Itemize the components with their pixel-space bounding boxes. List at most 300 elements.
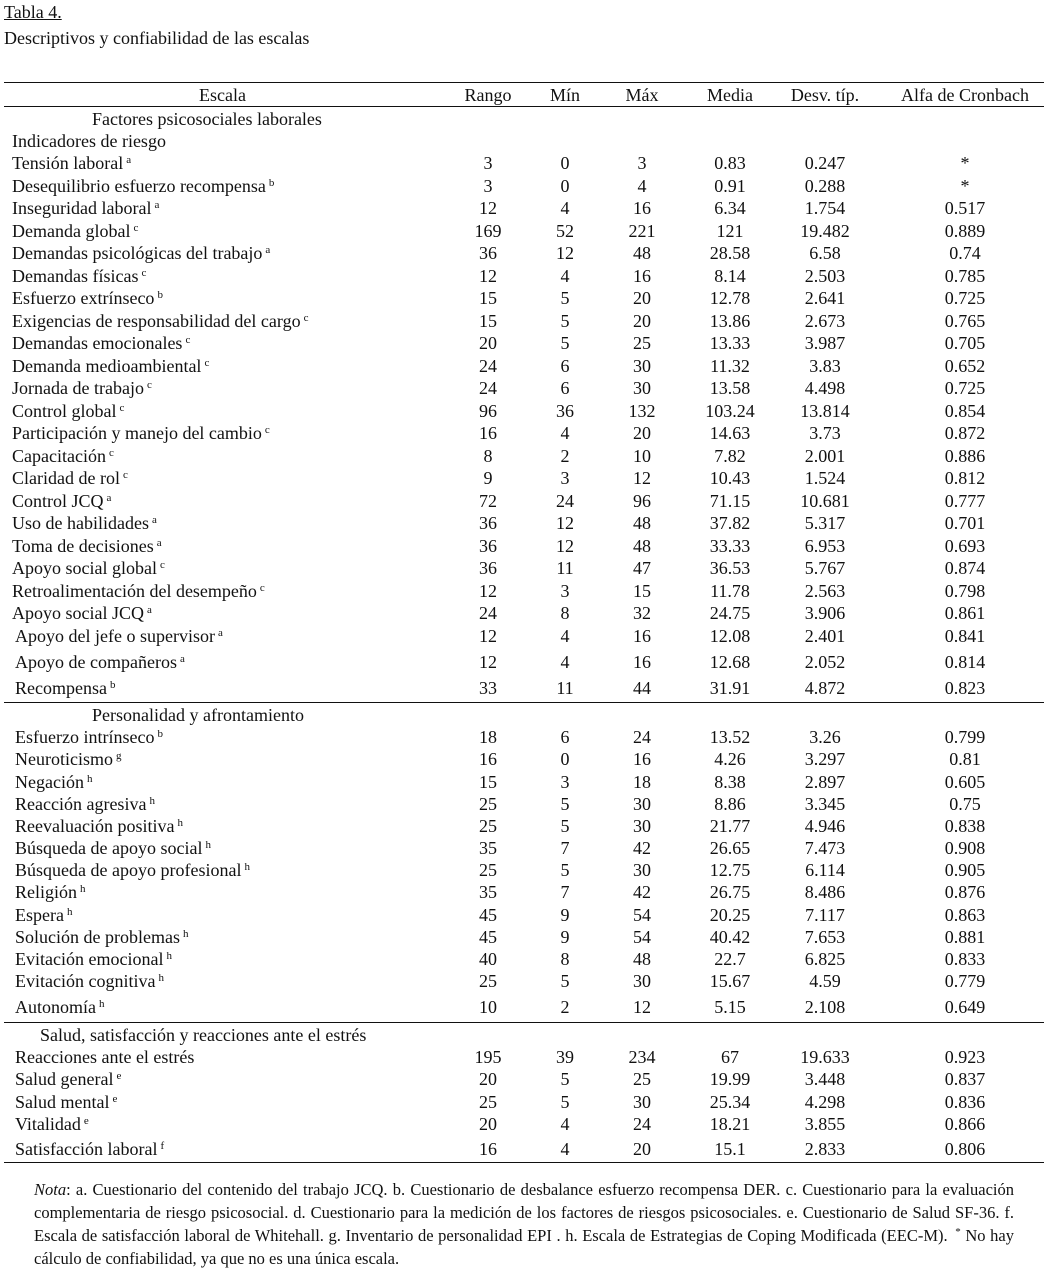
cell-mean: 6.34 <box>714 198 746 218</box>
cell-sd: 19.633 <box>800 1047 850 1067</box>
scale-label: Evitación cognitiva <box>15 971 156 991</box>
cell-min: 4 <box>560 1114 570 1134</box>
cell-mean: 13.52 <box>709 727 751 747</box>
scale-label: Exigencias de responsabilidad del cargo <box>12 311 301 331</box>
cell-sd: 6.114 <box>805 860 845 880</box>
cell-range: 24 <box>479 603 497 623</box>
cell-range: 72 <box>479 491 497 511</box>
cell-sd: 4.946 <box>804 816 846 836</box>
cell-mean: 4.26 <box>714 749 746 769</box>
scale-name <box>12 445 114 467</box>
cell-sd: 0.288 <box>804 176 846 196</box>
cell-min: 3 <box>560 772 570 792</box>
scale-name <box>15 1068 121 1090</box>
cell-sd: 7.117 <box>805 905 845 925</box>
cell-sd: 3.26 <box>809 727 841 747</box>
scale-name <box>15 859 250 881</box>
scale-label: Salud general <box>15 1069 114 1089</box>
cell-mean: 33.33 <box>709 536 751 556</box>
table-row <box>0 651 1063 673</box>
footnote-marker: c <box>146 379 152 391</box>
table-row <box>0 580 1063 602</box>
table-row <box>0 793 1063 815</box>
cell-sd: 2.401 <box>804 626 846 646</box>
footnote-marker: a <box>147 604 152 616</box>
table-row <box>0 996 1063 1018</box>
cell-alpha: 0.765 <box>944 311 986 331</box>
scale-name <box>12 535 162 557</box>
footnote-marker: b <box>268 177 275 189</box>
footnote-marker: c <box>264 424 270 436</box>
footnote-marker: h <box>244 861 250 873</box>
cell-sd: 7.653 <box>804 927 846 947</box>
table-row <box>0 1113 1063 1135</box>
table-row <box>0 197 1063 219</box>
cell-mean: 11.32 <box>710 356 750 376</box>
scale-name <box>12 310 308 332</box>
cell-sd: 10.681 <box>800 491 850 511</box>
cell-alpha: 0.517 <box>944 198 986 218</box>
header-sd: Desv. típ. <box>790 85 860 105</box>
cell-sd: 6.58 <box>809 243 841 263</box>
table-row <box>0 677 1063 699</box>
cell-min: 6 <box>560 727 570 747</box>
table-label: Tabla 4. <box>4 2 62 22</box>
cell-sd: 2.641 <box>804 288 846 308</box>
cell-sd: 3.297 <box>804 749 846 769</box>
cell-min: 9 <box>560 905 570 925</box>
table-row <box>0 287 1063 309</box>
scale-name <box>12 175 274 197</box>
header-alpha: Alfa de Cronbach <box>901 85 1029 105</box>
scale-label: Participación y manejo del cambio <box>12 423 262 443</box>
cell-mean: 26.75 <box>709 882 751 902</box>
cell-max: 30 <box>633 356 651 376</box>
cell-max: 54 <box>633 927 651 947</box>
footnote-marker: c <box>133 222 139 234</box>
footnote-marker: f <box>160 1140 165 1152</box>
cell-min: 4 <box>560 1139 570 1159</box>
scale-name <box>15 1046 194 1068</box>
cell-alpha: 0.725 <box>944 378 986 398</box>
footnote-marker: h <box>149 795 155 807</box>
scale-label: Religión <box>15 882 77 902</box>
cell-alpha: 0.701 <box>944 513 986 533</box>
cell-sd: 0.247 <box>804 153 846 173</box>
table-row <box>0 748 1063 770</box>
scale-label: Tensión laboral <box>12 153 124 173</box>
cell-range: 20 <box>479 1114 497 1134</box>
cell-min: 5 <box>560 794 570 814</box>
section-row <box>0 108 1063 130</box>
cell-range: 24 <box>479 378 497 398</box>
scale-name <box>12 287 163 309</box>
cell-min: 7 <box>560 838 570 858</box>
footnote-marker: g <box>115 750 122 762</box>
cell-sd: 4.59 <box>809 971 841 991</box>
scale-name <box>12 400 124 422</box>
cell-alpha: 0.81 <box>949 749 981 769</box>
footnote-marker: c <box>141 267 147 279</box>
table-row <box>0 512 1063 534</box>
table-row <box>0 400 1063 422</box>
table-note <box>34 1178 1014 1270</box>
table-row <box>0 490 1063 512</box>
cell-sd: 13.814 <box>800 401 850 421</box>
cell-mean: 20.25 <box>709 905 751 925</box>
note-lead: Nota <box>34 1180 67 1199</box>
cell-max: 16 <box>633 652 651 672</box>
table-row <box>0 422 1063 444</box>
header-min: Mín <box>549 85 580 105</box>
cell-alpha: 0.863 <box>944 905 986 925</box>
cell-min: 3 <box>560 581 570 601</box>
cell-sd: 2.897 <box>804 772 846 792</box>
cell-min: 36 <box>556 401 574 421</box>
cell-range: 25 <box>479 860 497 880</box>
footnote-marker: h <box>86 773 93 785</box>
scale-label: Apoyo social JCQ <box>12 603 144 623</box>
cell-max: 16 <box>633 266 651 286</box>
cell-mean: 26.65 <box>709 838 751 858</box>
table-row <box>0 904 1063 926</box>
cell-range: 16 <box>479 423 497 443</box>
cell-max: 42 <box>633 882 651 902</box>
table-row <box>0 1046 1063 1068</box>
cell-sd: 6.953 <box>804 536 846 556</box>
footnote-marker: a <box>106 492 112 504</box>
cell-range: 195 <box>474 1047 502 1067</box>
cell-min: 5 <box>560 816 570 836</box>
cell-min: 5 <box>560 1092 570 1112</box>
scale-label: Reevaluación positiva <box>15 816 175 836</box>
cell-max: 4 <box>637 176 647 196</box>
table-row <box>0 377 1063 399</box>
scale-label: Apoyo social global <box>12 558 157 578</box>
cell-range: 36 <box>479 513 497 533</box>
scale-label: Inseguridad laboral <box>12 198 152 218</box>
scale-label: Búsqueda de apoyo social <box>15 838 203 858</box>
cell-alpha: 0.74 <box>949 243 981 263</box>
cell-range: 12 <box>479 652 497 672</box>
footnote-marker: a <box>151 514 157 526</box>
footnote-marker: a <box>265 244 271 256</box>
cell-mean: 67 <box>721 1047 739 1067</box>
scale-name <box>15 793 155 815</box>
scale-name <box>12 332 190 354</box>
cell-range: 18 <box>479 727 497 747</box>
scale-label: Demandas físicas <box>12 266 139 286</box>
cell-sd: 2.833 <box>804 1139 846 1159</box>
scale-name <box>15 1138 164 1160</box>
cell-min: 2 <box>560 997 570 1017</box>
scale-label: Salud mental <box>15 1092 110 1112</box>
cell-sd: 5.767 <box>804 558 846 578</box>
scale-name <box>12 602 152 624</box>
cell-mean: 21.77 <box>709 816 751 836</box>
scale-label: Vitalidad <box>15 1114 81 1134</box>
table-row <box>0 970 1063 992</box>
cell-range: 45 <box>479 927 497 947</box>
scale-label: Autonomía <box>15 997 96 1017</box>
cell-range: 25 <box>479 971 497 991</box>
cell-min: 5 <box>560 971 570 991</box>
section-rule <box>4 702 1044 703</box>
cell-mean: 8.14 <box>714 266 746 286</box>
cell-max: 32 <box>633 603 651 623</box>
section-row <box>0 704 1063 726</box>
cell-mean: 11.78 <box>710 581 750 601</box>
header-max: Máx <box>625 85 659 105</box>
cell-max: 30 <box>633 1092 651 1112</box>
cell-max: 12 <box>633 468 651 488</box>
cell-sd: 5.317 <box>804 513 846 533</box>
scale-name <box>15 970 164 992</box>
cell-alpha: 0.872 <box>944 423 986 443</box>
section-label: Personalidad y afrontamiento <box>92 705 304 725</box>
scale-name <box>12 580 265 602</box>
cell-min: 4 <box>560 626 570 646</box>
cell-min: 4 <box>560 198 570 218</box>
cell-alpha: 0.785 <box>944 266 986 286</box>
cell-sd: 3.345 <box>804 794 846 814</box>
footnote-marker: b <box>109 679 116 691</box>
footnote-marker: h <box>80 883 86 895</box>
cell-max: 25 <box>633 333 651 353</box>
section-row <box>0 1024 1063 1046</box>
note-asterisk: * <box>955 1226 961 1238</box>
cell-max: 30 <box>633 378 651 398</box>
header-mean: Media <box>707 85 753 105</box>
footnote-marker: b <box>157 289 163 301</box>
cell-range: 12 <box>479 266 497 286</box>
table-row <box>0 175 1063 197</box>
cell-alpha: 0.837 <box>944 1069 986 1089</box>
scale-name <box>15 837 211 859</box>
scale-name <box>15 815 183 837</box>
cell-min: 24 <box>556 491 574 511</box>
table-row <box>0 837 1063 859</box>
footnote-marker: c <box>119 402 125 414</box>
cell-alpha: 0.833 <box>944 949 986 969</box>
footnote-marker: h <box>99 998 105 1010</box>
footnote-marker: a <box>217 627 223 639</box>
table-row <box>0 467 1063 489</box>
cell-alpha: 0.693 <box>944 536 986 556</box>
cell-range: 10 <box>479 997 497 1017</box>
scale-name <box>15 996 105 1018</box>
scale-label: Apoyo de compañeros <box>15 652 177 672</box>
cell-range: 40 <box>479 949 497 969</box>
scale-label: Capacitación <box>12 446 106 466</box>
note-text: : a. Cuestionario del contenido del trabajo JCQ. b. Cuestionario de desbalance esfuerzo recompensa DER. c. Cuestionario para la evaluación complementaria de riesgo psicosocial. d. Cuestionario para la medición de los factores de riesgos psicosociales. e. Cuestionario de Salud SF-36. f. Escala de satisfacción laboral de Whitehall. g. Inventario de personalidad EPI . h. Escala de Estrategias de Coping Modificada (EEC-M). <box>34 1180 1014 1245</box>
cell-range: 25 <box>479 794 497 814</box>
scale-label: Demanda medioambiental <box>12 356 202 376</box>
cell-alpha: 0.861 <box>944 603 986 623</box>
table-row <box>0 859 1063 881</box>
cell-max: 10 <box>633 446 651 466</box>
footnote-marker: b <box>157 728 163 740</box>
cell-sd: 2.001 <box>804 446 846 466</box>
scale-label: Claridad de rol <box>12 468 120 488</box>
cell-min: 2 <box>560 446 570 466</box>
cell-mean: 0.91 <box>714 176 746 196</box>
scale-label: Búsqueda de apoyo profesional <box>15 860 242 880</box>
cell-sd: 4.298 <box>804 1092 846 1112</box>
cell-alpha: 0.652 <box>944 356 986 376</box>
cell-max: 20 <box>633 423 651 443</box>
footnote-marker: c <box>259 582 265 594</box>
scale-name <box>15 748 121 770</box>
table-row <box>0 625 1063 647</box>
footnote-marker: h <box>182 928 189 940</box>
cell-sd: 6.825 <box>804 949 846 969</box>
cell-sd: 2.503 <box>804 266 846 286</box>
cell-max: 132 <box>628 401 656 421</box>
cell-min: 8 <box>560 949 570 969</box>
scale-label: Demandas psicológicas del trabajo <box>12 243 263 263</box>
cell-alpha: 0.605 <box>944 772 986 792</box>
cell-mean: 14.63 <box>709 423 751 443</box>
cell-mean: 22.7 <box>714 949 746 969</box>
cell-min: 5 <box>560 311 570 331</box>
cell-max: 48 <box>633 536 651 556</box>
scale-label: Espera <box>15 905 64 925</box>
cell-mean: 13.86 <box>709 311 751 331</box>
cell-mean: 28.58 <box>709 243 751 263</box>
cell-sd: 3.448 <box>804 1069 846 1089</box>
scale-name <box>12 377 152 399</box>
cell-range: 3 <box>483 176 493 196</box>
cell-mean: 24.75 <box>709 603 751 623</box>
cell-sd: 3.83 <box>809 356 841 376</box>
cell-min: 6 <box>560 356 570 376</box>
cell-alpha: 0.881 <box>944 927 986 947</box>
cell-alpha: 0.823 <box>944 678 986 698</box>
footnote-marker: c <box>108 447 114 459</box>
table-row <box>0 445 1063 467</box>
cell-min: 9 <box>560 927 570 947</box>
cell-range: 35 <box>479 882 497 902</box>
scale-name <box>15 948 172 970</box>
cell-range: 36 <box>479 243 497 263</box>
cell-sd: 1.524 <box>804 468 846 488</box>
footnote-marker: h <box>177 817 183 829</box>
cell-sd: 3.987 <box>804 333 846 353</box>
cell-min: 3 <box>560 468 570 488</box>
cell-max: 20 <box>633 288 651 308</box>
scale-label: Esfuerzo intrínseco <box>15 727 155 747</box>
scale-label: Toma de decisiones <box>12 536 154 556</box>
table-row <box>0 926 1063 948</box>
cell-alpha: 0.799 <box>944 727 986 747</box>
cell-range: 16 <box>479 1139 497 1159</box>
cell-mean: 18.21 <box>709 1114 751 1134</box>
cell-min: 0 <box>560 749 570 769</box>
scale-name <box>15 1113 89 1135</box>
footnote-marker: a <box>179 653 185 665</box>
cell-alpha: 0.836 <box>944 1092 986 1112</box>
cell-min: 52 <box>556 221 574 241</box>
cell-min: 39 <box>556 1047 574 1067</box>
scale-label: Satisfacción laboral <box>15 1139 158 1159</box>
cell-max: 30 <box>633 860 651 880</box>
cell-range: 36 <box>479 558 497 578</box>
cell-range: 12 <box>479 581 497 601</box>
cell-mean: 103.24 <box>705 401 755 421</box>
scale-name <box>12 265 146 287</box>
footnote-marker: c <box>185 334 191 346</box>
cell-max: 47 <box>633 558 651 578</box>
cell-max: 30 <box>633 816 651 836</box>
scale-label: Control global <box>12 401 117 421</box>
scale-label: Reacciones ante el estrés <box>15 1047 195 1067</box>
scale-name <box>12 197 159 219</box>
cell-max: 3 <box>637 153 647 173</box>
cell-range: 36 <box>479 536 497 556</box>
cell-sd: 8.486 <box>804 882 846 902</box>
header-scale: Escala <box>199 85 246 105</box>
footnote-marker: c <box>159 559 165 571</box>
cell-alpha: 0.905 <box>944 860 986 880</box>
cell-max: 48 <box>633 513 651 533</box>
cell-sd: 2.108 <box>804 997 846 1017</box>
cell-mean: 12.75 <box>709 860 751 880</box>
cell-sd: 7.473 <box>804 838 846 858</box>
cell-range: 20 <box>479 333 497 353</box>
footnote-marker: c <box>122 469 128 481</box>
cell-alpha: 0.777 <box>944 491 986 511</box>
cell-alpha: 0.649 <box>944 997 986 1017</box>
cell-range: 15 <box>479 772 497 792</box>
cell-alpha: 0.812 <box>944 468 986 488</box>
scale-name <box>12 512 157 534</box>
cell-mean: 0.83 <box>714 153 746 173</box>
table-row <box>0 220 1063 242</box>
cell-mean: 12.78 <box>709 288 751 308</box>
cell-sd: 3.855 <box>804 1114 846 1134</box>
cell-range: 9 <box>483 468 493 488</box>
table-row <box>0 726 1063 748</box>
cell-sd: 4.872 <box>804 678 846 698</box>
cell-mean: 19.99 <box>709 1069 751 1089</box>
cell-min: 12 <box>556 243 574 263</box>
cell-max: 30 <box>633 794 651 814</box>
cell-min: 5 <box>560 288 570 308</box>
cell-range: 45 <box>479 905 497 925</box>
cell-alpha: * <box>960 176 970 196</box>
cell-max: 30 <box>633 971 651 991</box>
cell-max: 42 <box>633 838 651 858</box>
cell-min: 8 <box>560 603 570 623</box>
cell-range: 15 <box>479 311 497 331</box>
cell-mean: 10.43 <box>709 468 751 488</box>
scale-name <box>12 422 270 444</box>
section-rule <box>4 1022 1044 1023</box>
cell-min: 5 <box>560 333 570 353</box>
cell-max: 44 <box>633 678 651 698</box>
cell-range: 12 <box>479 626 497 646</box>
header-range: Rango <box>464 85 512 105</box>
scale-label: Uso de habilidades <box>12 513 149 533</box>
cell-min: 4 <box>560 266 570 286</box>
table-row <box>0 771 1063 793</box>
footnote-marker: h <box>166 950 172 962</box>
scale-label: Desequilibrio esfuerzo recompensa <box>12 176 266 196</box>
cell-max: 24 <box>633 727 651 747</box>
scale-name <box>15 904 72 926</box>
table-row <box>0 265 1063 287</box>
